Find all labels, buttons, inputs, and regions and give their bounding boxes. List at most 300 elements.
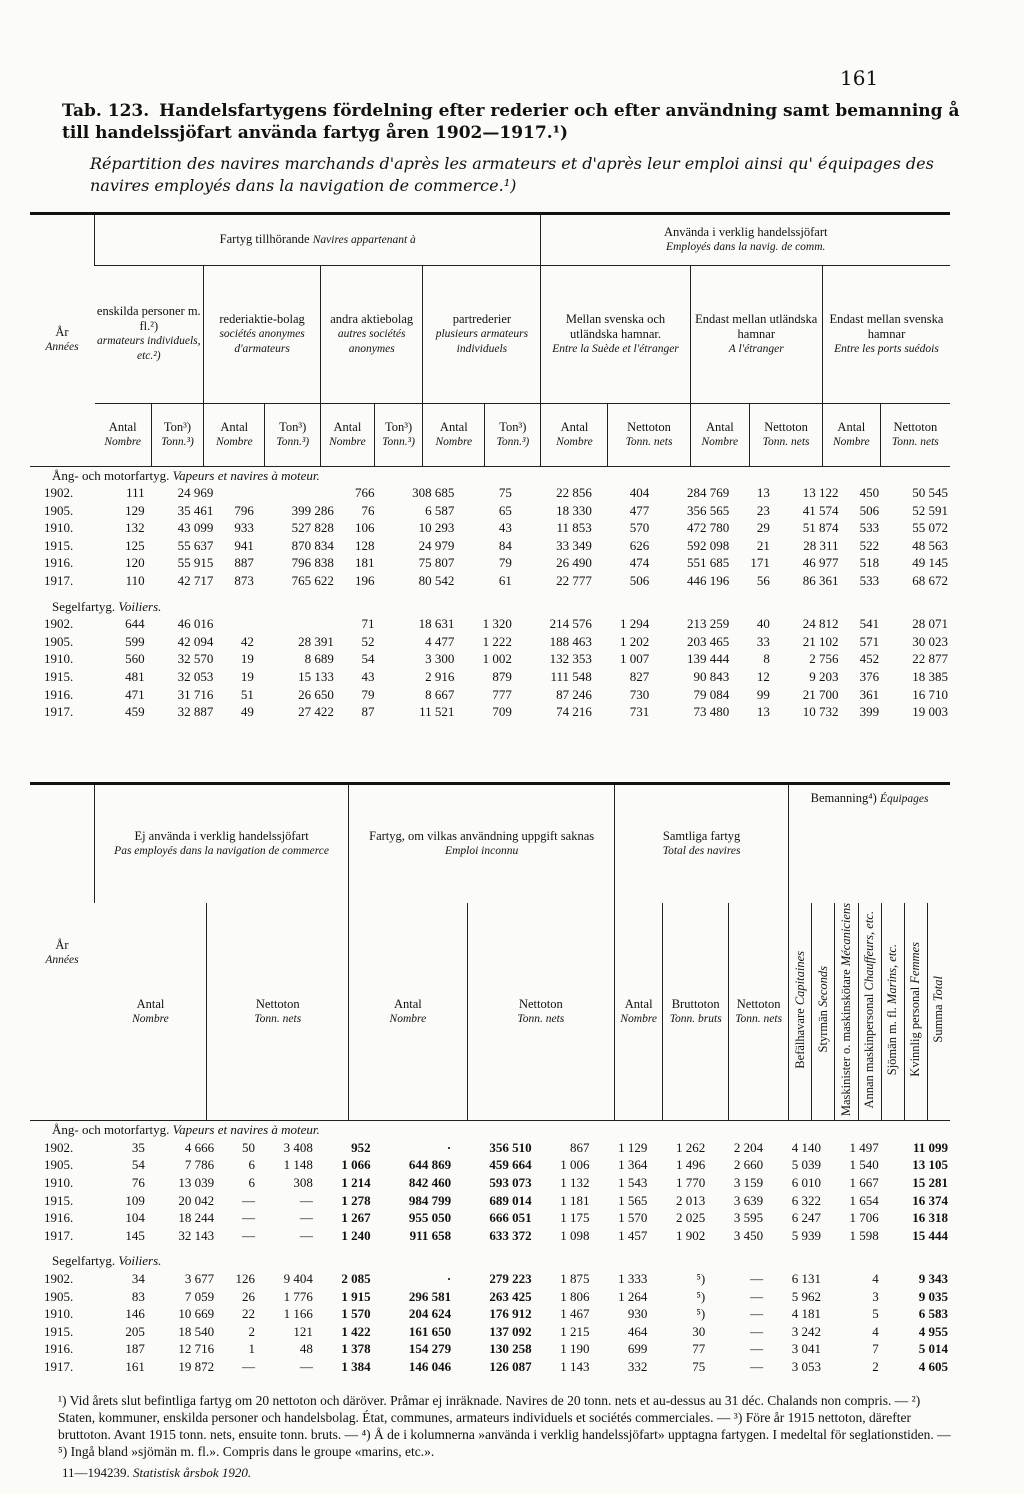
table-ownership <box>30 212 950 721</box>
cell-value: — <box>241 1210 255 1226</box>
cell-value: 1 267 <box>341 1210 371 1226</box>
section-gap <box>30 1244 950 1252</box>
row-year: 1917. <box>44 573 74 589</box>
cell-value: 4 955 <box>918 1323 948 1339</box>
cell-value: 130 258 <box>489 1341 532 1357</box>
cell-value: 111 548 <box>550 669 592 685</box>
unknown-use-header: Fartyg, om vilkas användning uppgift saknas Emploi inconnu <box>349 785 615 903</box>
cell-value: 522 <box>859 537 880 553</box>
section-label: Segelfartyg. Voiliers. <box>52 598 162 614</box>
cell-value: 1 190 <box>560 1341 590 1357</box>
cell-value: 15 444 <box>912 1227 948 1243</box>
cell-value: 1 333 <box>618 1270 648 1286</box>
cell-value: 20 042 <box>178 1192 215 1208</box>
cell-value: 6 587 <box>425 502 455 518</box>
cell-value: 54 <box>131 1157 145 1173</box>
cell-value: 68 672 <box>912 573 948 589</box>
cell-value: 3 053 <box>791 1358 821 1374</box>
cell-value: — <box>241 1358 255 1374</box>
cell-value: 16 374 <box>912 1192 948 1208</box>
cell-value: 6 247 <box>791 1210 821 1226</box>
cell-value: 731 <box>629 704 650 720</box>
cell-value: 79 <box>498 555 512 571</box>
cell-value: 541 <box>859 616 880 632</box>
cell-value: 1 667 <box>849 1174 879 1190</box>
cell-value: 644 869 <box>408 1157 452 1173</box>
print-code: 11—194239. <box>62 1465 130 1480</box>
cell-value: 1 294 <box>620 616 650 632</box>
cell-value: 930 <box>627 1306 648 1322</box>
cell-value: 35 461 <box>177 502 214 518</box>
cell-value: 6 131 <box>791 1270 821 1286</box>
cell-value: 308 685 <box>412 485 455 501</box>
cell-value: 139 444 <box>686 651 730 667</box>
cell-value: 4 605 <box>918 1358 948 1374</box>
cell-value: ⁵) <box>696 1306 706 1322</box>
cell-value: 28 071 <box>912 616 948 632</box>
cell-value: — <box>750 1341 764 1357</box>
cell-value: 1 875 <box>560 1270 590 1286</box>
section-gap <box>30 590 950 598</box>
row-year: 1902. <box>44 616 74 632</box>
page-footer <box>62 1465 251 1481</box>
table-row <box>30 1192 950 1210</box>
cell-value: 2 204 <box>733 1139 764 1155</box>
cell-value: 61 <box>498 573 512 589</box>
cell-value: 75 807 <box>418 555 455 571</box>
cell-value: 730 <box>629 686 650 702</box>
table-title-sv <box>62 100 962 144</box>
unit-count: Antal Nombre <box>132 996 169 1025</box>
cell-value: 5 939 <box>791 1227 821 1243</box>
cell-value: 145 <box>125 1227 145 1243</box>
cell-value: 356 510 <box>489 1139 532 1155</box>
cell-value: 40 <box>756 616 770 632</box>
table-row <box>30 1340 950 1358</box>
cell-value: 16 318 <box>912 1210 948 1226</box>
cell-value: 9 404 <box>283 1270 313 1286</box>
cell-value: 599 <box>125 633 145 649</box>
unit-ton: Ton³) Tonn.³) <box>265 403 321 466</box>
cell-value: 42 094 <box>177 633 214 649</box>
table-row <box>30 1270 950 1288</box>
year-header: År Années <box>45 325 79 354</box>
cell-value: 399 286 <box>291 502 334 518</box>
unit-net: Nettoton Tonn. nets <box>750 403 823 466</box>
total-ships-header: Samtliga fartyg Total des navires <box>615 785 789 903</box>
table-row <box>30 1209 950 1227</box>
cell-value: 472 780 <box>686 520 730 536</box>
unit-count: Antal Nombre <box>204 403 265 466</box>
cell-value: 79 084 <box>693 686 730 702</box>
cell-value: 3 242 <box>791 1323 821 1339</box>
cell-value: 55 915 <box>177 555 214 571</box>
cell-value: 1 166 <box>283 1306 313 1322</box>
cell-value: 33 349 <box>556 537 592 553</box>
cell-value: 6 010 <box>791 1174 821 1190</box>
cell-value: 3 677 <box>184 1270 215 1286</box>
row-year: 1917. <box>44 1358 74 1374</box>
cell-value: 125 <box>125 537 145 553</box>
table-row <box>30 633 950 651</box>
cell-value: 2 085 <box>341 1270 371 1286</box>
cell-value: 154 279 <box>408 1341 452 1357</box>
cell-value: 459 <box>125 704 145 720</box>
cell-value: 1 262 <box>675 1139 706 1155</box>
cell-value: 28 311 <box>803 537 839 553</box>
cell-value: 146 046 <box>408 1358 452 1374</box>
row-year: 1902. <box>44 1270 74 1286</box>
cell-value: 13 105 <box>912 1157 948 1173</box>
cell-value: 332 <box>627 1358 648 1374</box>
crew-women: Kvinnlig personal Femmes <box>904 903 927 1120</box>
cell-value: 171 <box>750 555 770 571</box>
cell-value: 106 <box>354 520 375 536</box>
row-year: 1905. <box>44 1157 74 1173</box>
cell-value: ⁵) <box>696 1270 706 1286</box>
row-year: 1902. <box>44 1139 74 1155</box>
crew-mates: Styrmän Seconds <box>812 903 835 1120</box>
cell-value: 73 480 <box>693 704 730 720</box>
cell-value: 1 006 <box>560 1157 590 1173</box>
cell-value: 51 874 <box>802 520 839 536</box>
cell-value: 1 215 <box>560 1323 590 1339</box>
cell-value: 46 977 <box>802 555 839 571</box>
cell-value: 111 <box>126 485 145 501</box>
cell-value: 279 223 <box>489 1270 532 1286</box>
section-label: Segelfartyg. Voiliers. <box>52 1253 162 1269</box>
table-row <box>30 668 950 686</box>
cell-value: 3 159 <box>733 1174 764 1190</box>
unit-count: Antal Nombre <box>349 903 467 1120</box>
cell-value: 121 <box>293 1323 313 1339</box>
cell-value: 110 <box>125 573 145 589</box>
cell-value: 1 540 <box>849 1157 879 1173</box>
unit-net: Nettoton Tonn. nets <box>729 903 789 1120</box>
section-heading <box>30 1252 950 1270</box>
cell-value: 90 843 <box>693 669 730 685</box>
cell-value: 827 <box>629 669 650 685</box>
cell-value: — <box>299 1358 313 1374</box>
cell-value: 18 631 <box>418 616 455 632</box>
cell-value: — <box>750 1358 764 1374</box>
cell-value: 1 496 <box>675 1157 706 1173</box>
owner-partnerships: partrederier plusieurs armateurs individuels <box>423 265 541 403</box>
cell-value: 49 145 <box>912 555 948 571</box>
cell-value: 593 073 <box>489 1174 532 1190</box>
cell-value: 34 <box>131 1270 145 1286</box>
cell-value: 54 <box>361 651 375 667</box>
table-row <box>30 1139 950 1157</box>
section-label: Ång- och motorfartyg. Vapeurs et navires à moteur. <box>52 1122 320 1138</box>
cell-value: 1 143 <box>560 1358 590 1374</box>
table1-body <box>30 466 950 721</box>
cell-value: — <box>750 1323 764 1339</box>
row-year: 1910. <box>44 1174 74 1190</box>
row-year: 1905. <box>44 1288 74 1304</box>
cell-value: 527 828 <box>291 520 334 536</box>
row-year: 1905. <box>44 502 74 518</box>
cell-value: 356 565 <box>686 502 730 518</box>
cell-value: 666 051 <box>489 1210 532 1226</box>
cell-value: 32 143 <box>178 1227 215 1243</box>
cell-value: 74 216 <box>556 704 592 720</box>
cell-value: 766 <box>354 485 375 501</box>
cell-value: 592 098 <box>686 537 730 553</box>
cell-value: 2 <box>248 1323 255 1339</box>
cell-value: 1 457 <box>618 1227 648 1243</box>
owner-private: enskilda personer m. fl.²) armateurs individuels, etc.²) <box>96 304 201 362</box>
crew-captains: Befälhavare Capitaines <box>789 903 812 1120</box>
cell-value: 474 <box>629 555 650 571</box>
cell-value: 32 570 <box>177 651 214 667</box>
cell-value: 1 422 <box>341 1323 371 1339</box>
section-heading <box>30 598 950 616</box>
cell-value: 13 039 <box>178 1174 215 1190</box>
unit-count: Antal Nombre <box>321 403 375 466</box>
section-label: Ång- och motorfartyg. Vapeurs et navires à moteur. <box>52 467 320 483</box>
cell-value: 71 <box>361 616 375 632</box>
cell-value: 984 799 <box>408 1192 452 1208</box>
cell-value: 633 372 <box>489 1227 532 1243</box>
cell-value: 32 887 <box>177 704 214 720</box>
cell-value: 1 378 <box>341 1341 371 1357</box>
cell-value: 570 <box>629 520 650 536</box>
cell-value: 296 581 <box>408 1288 452 1304</box>
cell-value: 50 <box>241 1139 255 1155</box>
cell-value: 3 <box>872 1288 879 1304</box>
cell-value: 80 542 <box>418 573 455 589</box>
row-year: 1917. <box>44 1227 74 1243</box>
cell-value: 644 <box>125 616 145 632</box>
cell-value: 3 639 <box>733 1192 764 1208</box>
cell-value: 24 979 <box>418 537 455 553</box>
cell-value: — <box>241 1192 255 1208</box>
cell-value: 571 <box>859 633 880 649</box>
cell-value: 7 059 <box>184 1288 215 1304</box>
cell-value: 8 <box>763 651 770 667</box>
cell-value: 120 <box>125 555 145 571</box>
unit-count: Antal Nombre <box>822 403 880 466</box>
cell-value: · <box>446 1270 452 1286</box>
cell-value: — <box>750 1270 764 1286</box>
footnotes: ¹) Vid årets slut befintliga fartyg om 20 nettoton och däröver. Pråmar ej inräknade. Navires de 20 tonn. nets et au-dessus au 31 déc. Chalands non compris. — ²) Staten, kommuner, enskilda personer och handelsbolag. État, communes, armateurs individuels et sociétés commerciales. — ³) Före år 1915 nettoton, därefter bruttoton. Avant 1915 tonn. nets, ensuite tonn. bruts. — ⁴) Å de i kolumnerna »använda i verklig handelssjöfart» upptagna fartygen. I medeltal för seglationstiden. — ⁵) Ingå bland »sjömän m. fl.». Compris dans le groupe «marins, etc.». <box>58 1393 951 1459</box>
cell-value: 6 <box>248 1157 255 1173</box>
row-year: 1902. <box>44 485 74 501</box>
unit-count: Antal Nombre <box>690 403 750 466</box>
cell-value: 796 <box>234 502 254 518</box>
cell-value: 41 574 <box>802 502 839 518</box>
unit-net: Nettoton Tonn. nets <box>467 903 615 1120</box>
cell-value: 6 322 <box>791 1192 821 1208</box>
table-title-fr: Répartition des navires marchands d'après les armateurs et d'après leur emploi ainsi qu' équipages des navires employés dans la navigation de commerce.¹) <box>90 154 934 195</box>
cell-value: 55 072 <box>912 520 948 536</box>
cell-value: 6 <box>248 1174 255 1190</box>
cell-value: 24 812 <box>802 616 839 632</box>
cell-value: 26 490 <box>556 555 592 571</box>
cell-value: 5 014 <box>918 1341 948 1357</box>
cell-value: 2 756 <box>809 651 839 667</box>
cell-value: 1 902 <box>675 1227 706 1243</box>
cell-value: 5 039 <box>791 1157 821 1173</box>
cell-value: 11 521 <box>419 704 455 720</box>
cell-value: 7 <box>872 1341 879 1357</box>
cell-value: — <box>241 1227 255 1243</box>
cell-value: 1 598 <box>849 1227 879 1243</box>
cell-value: 404 <box>629 485 650 501</box>
cell-value: 42 717 <box>177 573 214 589</box>
cell-value: 18 330 <box>556 502 592 518</box>
cell-value: 22 877 <box>912 651 948 667</box>
section-heading <box>30 466 950 484</box>
cell-value: 42 <box>240 633 254 649</box>
cell-value <box>215 615 256 633</box>
cell-value: 1 175 <box>560 1210 590 1226</box>
cell-value: 1 543 <box>618 1174 648 1190</box>
cell-value: 4 140 <box>791 1139 821 1155</box>
crew-other-engine: Annan maskinpersonal Chauffeurs, etc. <box>858 903 881 1120</box>
cell-value: 109 <box>125 1192 145 1208</box>
cell-value: — <box>299 1210 313 1226</box>
cell-value: 376 <box>859 669 880 685</box>
cell-value: 459 664 <box>489 1157 532 1173</box>
cell-value: 48 <box>299 1341 313 1357</box>
table-row <box>30 1288 950 1306</box>
cell-value: 176 912 <box>489 1306 532 1322</box>
cell-value: 30 <box>692 1323 706 1339</box>
cell-value: 1 007 <box>620 651 650 667</box>
unit-net: Nettoton Tonn. nets <box>880 403 950 466</box>
cell-value: 1 384 <box>341 1358 371 1374</box>
cell-value: 2 <box>872 1358 879 1374</box>
cell-value: 9 035 <box>918 1288 948 1304</box>
table-row <box>30 703 950 721</box>
table-row <box>30 1305 950 1323</box>
table-row <box>30 615 950 633</box>
cell-value: 18 385 <box>912 669 948 685</box>
cell-value: 887 <box>234 555 254 571</box>
cell-value: 689 014 <box>489 1192 532 1208</box>
section-heading <box>30 1121 950 1139</box>
table-row <box>30 1358 950 1376</box>
cell-value: 13 <box>756 485 770 501</box>
owned-group-header: Fartyg tillhörande Navires appartenant à <box>95 215 541 265</box>
cell-value: 181 <box>354 555 375 571</box>
unit-count: Antal Nombre <box>423 403 485 466</box>
cell-value: 699 <box>627 1341 648 1357</box>
cell-value: 132 <box>125 520 145 536</box>
cell-value: 1 148 <box>283 1157 313 1173</box>
cell-value: 9 203 <box>809 669 839 685</box>
cell-value: 15 281 <box>912 1174 948 1190</box>
cell-value: 87 <box>361 704 375 720</box>
cell-value: 709 <box>492 704 512 720</box>
cell-value: 24 969 <box>177 485 214 501</box>
cell-value: 3 300 <box>425 651 455 667</box>
unit-net: Nettoton Tonn. nets <box>608 403 690 466</box>
cell-value: 911 658 <box>409 1227 452 1243</box>
cell-value: 955 050 <box>408 1210 452 1226</box>
cell-value: 146 <box>125 1306 145 1322</box>
row-year: 1910. <box>44 1306 74 1322</box>
table-row <box>30 484 950 502</box>
cell-value: 22 856 <box>556 485 592 501</box>
cell-value: 129 <box>125 502 145 518</box>
cell-value: 1 222 <box>482 633 512 649</box>
cell-value: 1 098 <box>560 1227 590 1243</box>
cell-value: 765 622 <box>291 573 334 589</box>
cell-value: 5 <box>872 1306 879 1322</box>
cell-value: 56 <box>756 573 770 589</box>
cell-value: 1 497 <box>849 1139 879 1155</box>
cell-value: 533 <box>859 520 880 536</box>
cell-value: 777 <box>492 686 512 702</box>
unit-net: Nettoton Tonn. nets <box>207 903 349 1120</box>
cell-value: 1 <box>248 1341 255 1357</box>
cell-value: 7 786 <box>184 1157 215 1173</box>
cell-value: 1 181 <box>560 1192 590 1208</box>
cell-value: 9 343 <box>918 1270 948 1286</box>
cell-value: 19 872 <box>178 1358 215 1374</box>
cell-value: 213 259 <box>686 616 730 632</box>
cell-value: 23 <box>756 502 770 518</box>
cell-value: 3 408 <box>283 1139 313 1155</box>
cell-value: 43 099 <box>177 520 214 536</box>
cell-value: 10 669 <box>178 1306 215 1322</box>
cell-value: 161 650 <box>408 1323 452 1339</box>
cell-value: 4 <box>872 1323 879 1339</box>
cell-value: 4 181 <box>791 1306 821 1322</box>
table-row <box>30 686 950 704</box>
cell-value: 55 637 <box>177 537 214 553</box>
cell-value: 13 122 <box>802 485 839 501</box>
table-row <box>30 519 950 537</box>
cell-value: 76 <box>361 502 375 518</box>
cell-value: 86 361 <box>802 573 839 589</box>
cell-value: 842 460 <box>408 1174 452 1190</box>
cell-value: 1 806 <box>560 1288 590 1304</box>
cell-value: 214 576 <box>549 616 592 632</box>
cell-value: 471 <box>125 686 145 702</box>
cell-value: 8 689 <box>304 651 334 667</box>
unit-ton: Ton³) Tonn.³) <box>151 403 203 466</box>
cell-value: 1 570 <box>341 1306 371 1322</box>
cell-value: 75 <box>692 1358 706 1374</box>
cell-value: 48 563 <box>912 537 948 553</box>
owner-shipping-companies: rederiaktie-bolag sociétés anonymes d'armateurs <box>204 265 321 403</box>
cell-value: — <box>750 1288 764 1304</box>
cell-value: 188 463 <box>549 633 592 649</box>
unit-count: Antal Nombre <box>615 903 663 1120</box>
unit-ton: Ton³) Tonn.³) <box>374 403 423 466</box>
cell-value: 31 716 <box>177 686 214 702</box>
cell-value: 21 700 <box>802 686 839 702</box>
cell-value: 1 565 <box>618 1192 648 1208</box>
cell-value: 2 013 <box>675 1192 706 1208</box>
cell-value: 18 540 <box>178 1323 215 1339</box>
cell-value: 2 916 <box>425 669 455 685</box>
cell-value: 84 <box>498 537 512 553</box>
cell-value: 1 066 <box>341 1157 371 1173</box>
cell-value: 99 <box>756 686 770 702</box>
row-year: 1915. <box>44 1323 74 1339</box>
cell-value <box>256 484 336 502</box>
table-row <box>30 572 950 590</box>
table-row <box>30 502 950 520</box>
cell-value: 626 <box>629 537 650 553</box>
cell-value: 1 214 <box>341 1174 371 1190</box>
cell-value: 450 <box>859 485 880 501</box>
